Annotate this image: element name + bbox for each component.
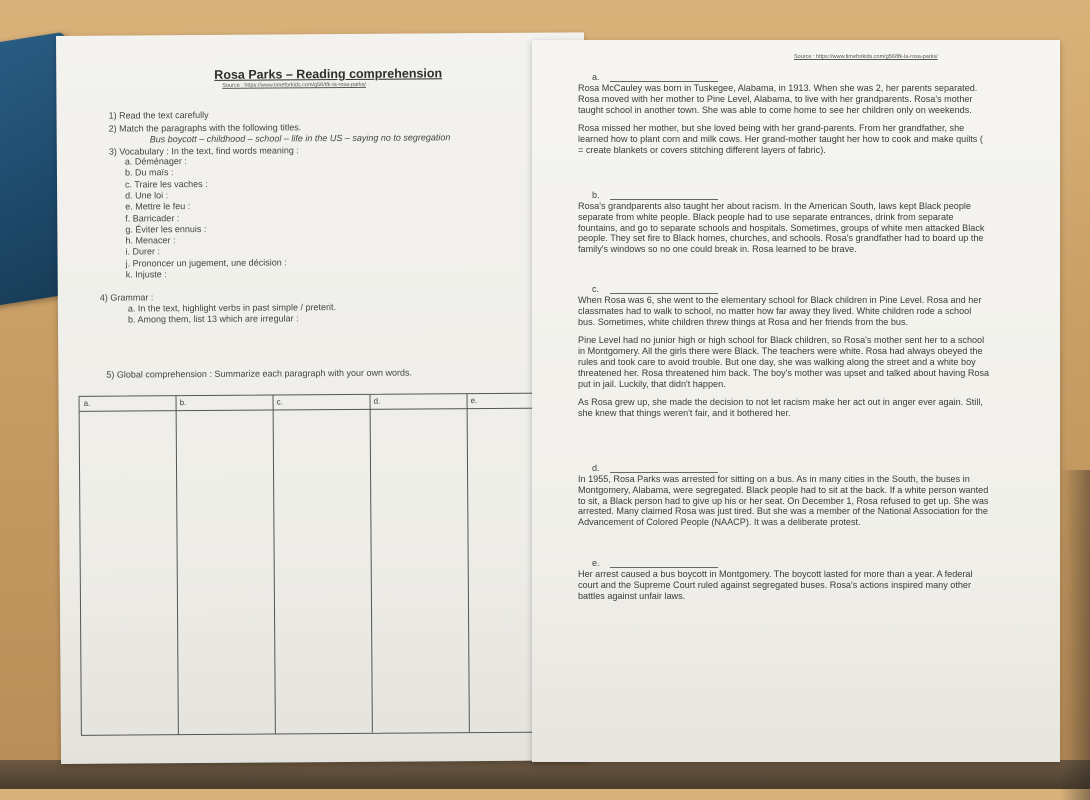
paragraph-line: to sit, a Black person had to give up his or her seat. On December 1, Rosa refused to get up. She was [578,495,989,506]
paragraph-line: Advancement of Colored People (NAACP). It was a deliberate protest. [578,517,861,528]
vocab-item: b. Du maïs : [124,167,174,178]
paragraph-line: Pine Level had no junior high or high school for Black children, so Rosa's mother sent her to a school [578,335,985,346]
paragraph-letter: d. [592,463,600,473]
right-shadow [1060,470,1090,800]
worksheet-title: Rosa Parks – Reading comprehension [214,66,443,82]
paragraph-letter: e. [592,558,600,568]
paragraph-line: Montgomery, Alabama, were segregated. Black people had to sit at the back. If a white person wanted [578,484,989,495]
paragraph-line: taught school in another town. She was able to come home to see her children only on weekends. [578,104,972,115]
title-blank-line [610,199,718,200]
text-source: Source : https://www.timeforkids.com/g56/tfk-la-rosa-parks/ [794,54,938,60]
paragraph-line: family's windows so no one could break in. Rosa learned to be brave. [578,244,857,255]
table-col-b: b. [179,398,187,408]
table-col-a: a. [83,398,91,408]
title-blank-line [610,567,718,568]
paragraph-line: fountains, and go to separate schools and hospitals. Sometimes, groups of white men attacked Black [578,222,985,233]
paragraph-line: Rosa moved with her mother to Pine Level, Alabama, to live with her grandparents. Rosa's mother [578,93,973,104]
paragraph-line: bus. Sometimes, white children threw things at Rosa and her friends from the bus. [578,316,909,327]
table-col-divider [273,395,276,733]
paragraph-line: rules and took care to avoid trouble. But one day, she was walking along the street and a white boy [578,357,976,367]
summary-table [79,392,565,735]
vocab-item: k. Injuste : [125,269,167,280]
worksheet-page [56,32,589,764]
paragraph-line: = create blankets or covers stitching different layers of fabric). [578,145,826,155]
paragraph-line: separate from white people. Black people had to use separate entrances, drink from separate [578,211,954,222]
vocab-item: a. Déménager : [124,156,187,167]
table-col-d: d. [373,396,381,406]
paragraph-line: In 1955, Rosa Parks was arrested for sitting on a bus. As in many cities in the South, the buses in [578,474,970,484]
global-title: 5) Global comprehension : Summarize each paragraph with your own words. [106,367,413,380]
paragraph-line: people. They set fire to Black homes, churches, and schools. Rosa's grandfather had to board up the [578,233,984,244]
instruction-1: 1) Read the text carefully [108,109,209,121]
paragraph-line: she knew that things weren't fair, and it bothered her. [578,408,791,419]
paragraph-line: put in jail. Luckily, that didn't happen. [578,378,726,389]
grammar-item-a: a. In the text, highlight verbs in past simple / preterit. [127,302,337,314]
paragraph-line: classmates had to walk to school, no matter how far away they lived. White children rode a school [578,305,972,316]
paragraph-line: arrested. Many claimed Rosa was just tired. But she was a member of the National Association for the [578,506,988,517]
paragraph-line: Her arrest caused a bus boycott in Montgomery. The boycott lasted for more than a year. A federal [578,569,973,579]
title-blank-line [610,81,718,82]
paragraph-line: When Rosa was 6, she went to the elementary school for Black children in Pine Level. Rosa and her [578,295,982,305]
paragraph-line: As Rosa grew up, she made the decision to not let racism make her act out in anger ever again. Still, [578,397,983,408]
titles-line: Bus boycott – childhood – school – life in the US – saying no to segregation [149,132,451,145]
paragraph-letter: b. [592,190,600,200]
vocab-item: j. Prononcer un jugement, une décision : [125,257,287,269]
vocab-item: f. Barricader : [125,212,180,224]
vocab-item: g. Éviter les ennuis : [125,223,207,235]
table-col-c: c. [276,397,283,407]
vocab-item: e. Mettre le feu : [125,201,191,212]
vocab-item: d. Une loi : [125,190,169,201]
vocab-item: c. Traire les vaches : [125,178,208,190]
table-col-divider [467,394,470,732]
grammar-item-b: b. Among them, list 13 which are irregular : [127,313,299,325]
desk-edge-shadow [0,760,1090,789]
paragraph-line: threatened her. Rosa threatened him back. The boy's mother was upset and talked about having Rosa [578,367,990,378]
paragraph-line: battles against unfair laws. [578,590,686,601]
summary-table-header [80,393,562,411]
table-col-e: e. [470,396,478,406]
instruction-3: 3) Vocabulary : In the text, find words meaning : [108,145,299,157]
vocab-item: h. Menacer : [125,235,176,246]
paragraph-line: in Montgomery. All the girls there were Black. The teachers were white. Rosa had always obeyed the [578,346,983,357]
paragraph-line: Rosa missed her mother, but she loved being with her grand-parents. From her grandfather, she [578,123,965,134]
title-blank-line [610,472,718,473]
paragraph-line: court and the Supreme Court ruled against segregated buses. Rosa's actions inspired many other [578,579,971,590]
table-col-divider [370,395,373,733]
table-col-divider [176,396,179,734]
paragraph-letter: c. [592,284,600,294]
instruction-2: 2) Match the paragraphs with the following titles. [108,122,302,134]
paragraph-line: Rosa's grandparents also taught her about racism. In the American South, laws kept Black people [578,201,971,211]
vocab-item: i. Durer : [125,246,161,257]
worksheet-source: Source : https://www.timeforkids.com/g56/tfk-la-rosa-parks/ [222,81,367,89]
paragraph-line: learned how to plant corn and milk cows. Her grand-mother taught her how to cook and make quilts ( [578,134,983,145]
paragraph-line: Rosa McCauley was born in Tuskegee, Alabama, in 1913. When she was 2, her parents separated. [578,83,978,93]
paragraph-letter: a. [592,72,600,82]
title-blank-line [610,293,718,294]
grammar-title: 4) Grammar : [99,292,154,303]
reading-text-page [532,40,1060,762]
